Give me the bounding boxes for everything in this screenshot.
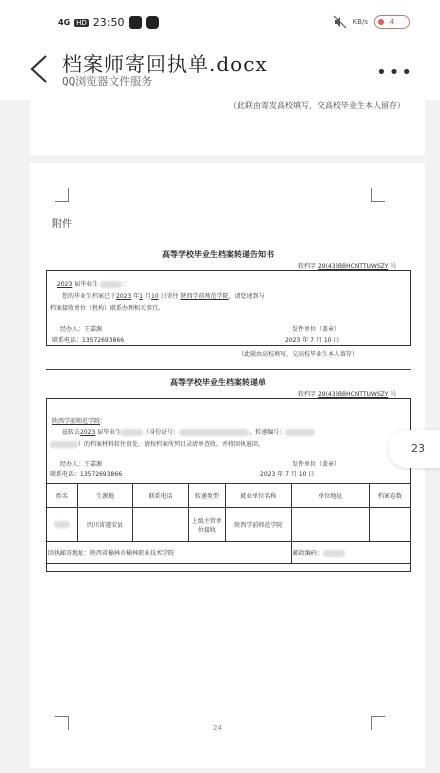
signal-icon: 4G: [58, 17, 71, 27]
page-number-badge[interactable]: 23: [388, 430, 440, 468]
crop-mark-top-left: [55, 188, 69, 202]
cell-volumes: [369, 508, 410, 542]
transfer-number: 转档字 29(43)BBHCNTTUWSZY 号: [298, 391, 397, 398]
crop-mark-bottom-right: [371, 716, 385, 730]
transfer-handler: 经办人：王嘉源: [60, 461, 103, 468]
notice-handler: 经办人：王嘉源: [60, 326, 103, 333]
network-speed: KB/s: [352, 18, 368, 26]
notice-title: 高等学校毕业生档案转递告知书: [162, 250, 274, 259]
table-header-row: [47, 484, 411, 508]
notice-phone: 联系电话：13572693866: [52, 337, 125, 344]
col-volumes: 档案卷数: [369, 484, 410, 508]
document-title: 档案师寄回执单.docx: [62, 52, 268, 76]
crop-mark-top-right: [371, 188, 385, 202]
transfer-to: 陕西学前师范学院：: [52, 418, 107, 425]
cell-origin: 四川省遂安县: [77, 508, 133, 542]
battery-icon: 4: [374, 15, 410, 29]
cell-employer: 陕西学前师范学院: [225, 508, 291, 542]
table-row: [47, 508, 411, 542]
transfer-body1: 兹转去2023 届毕业生 （身份证号： ，转递编号：: [62, 427, 315, 436]
postcode: 邮政编码：: [291, 542, 410, 564]
transfer-title: 高等学校毕业生档案转递单: [170, 378, 266, 387]
notice-sender: 发件单位（盖章）: [292, 326, 341, 333]
notice-line1: 2023 届毕业生 ：: [57, 281, 129, 288]
tiktok-icon: [129, 16, 142, 29]
transfer-sender: 发件单位（盖章）: [292, 461, 341, 468]
transfer-phone: 联系电话：13572693866: [50, 471, 123, 478]
qq-browser-icon: [146, 16, 159, 29]
crop-mark-bottom-left: [55, 716, 69, 730]
mute-icon: [333, 15, 347, 29]
status-bar: [0, 0, 440, 40]
divider: [46, 369, 411, 370]
status-left: [58, 16, 159, 29]
hd-badge: HD: [76, 18, 87, 27]
previous-page: [30, 100, 425, 155]
col-phone: 联系电话: [133, 484, 189, 508]
col-type: 转递类型: [188, 484, 225, 508]
notice-number: 转档字 29(43)BBHCNTTUWSZY 号: [298, 263, 397, 270]
col-employer: 就业单位名称: [225, 484, 291, 508]
cell-type: 上级主管单位接收: [188, 508, 225, 542]
document-page: [30, 163, 425, 768]
cell-phone: [133, 508, 189, 542]
col-name: 姓名: [47, 484, 78, 508]
transfer-date: 2023 年 7 月 10 日: [260, 471, 315, 478]
col-address: 单位地址: [291, 484, 369, 508]
back-arrow-icon[interactable]: [28, 54, 50, 84]
more-menu-icon[interactable]: •••: [376, 62, 414, 83]
document-subtitle: QQ浏览器文件服务: [62, 75, 153, 88]
previous-page-note: （此联由寄发高校填写，交高校毕业生本人留存）: [229, 101, 405, 110]
transfer-body2: ）的档案材料转往贵处，请按档案所列目录清单查收，并将回执退回。: [50, 439, 264, 448]
cell-address: [291, 508, 369, 542]
receipt-address: 回执邮寄地址：陕西省榆林市榆林职业技术学院: [47, 542, 292, 564]
status-right: [333, 15, 410, 29]
notice-date: 2023 年 7 月 10 日: [285, 337, 340, 344]
app-header: [0, 40, 440, 100]
footer-page-number: 24: [213, 724, 222, 732]
notice-line3: 档案接收单位（机构）联系办理相关事宜。: [50, 305, 165, 312]
transfer-table: [46, 483, 411, 564]
table-receipt-row: [47, 542, 411, 564]
notice-footnote: （此联由高校填写，交高校毕业生本人留存）: [238, 351, 359, 358]
cell-name: [47, 508, 78, 542]
attachment-label: 附件: [52, 219, 72, 230]
col-origin: 生源地: [77, 484, 133, 508]
clock: 23:50: [92, 16, 125, 29]
notice-line2: 您的毕业生档案已于2023 年1 月10 日寄往 陕西学前师范学院，请您速到与: [62, 293, 265, 300]
